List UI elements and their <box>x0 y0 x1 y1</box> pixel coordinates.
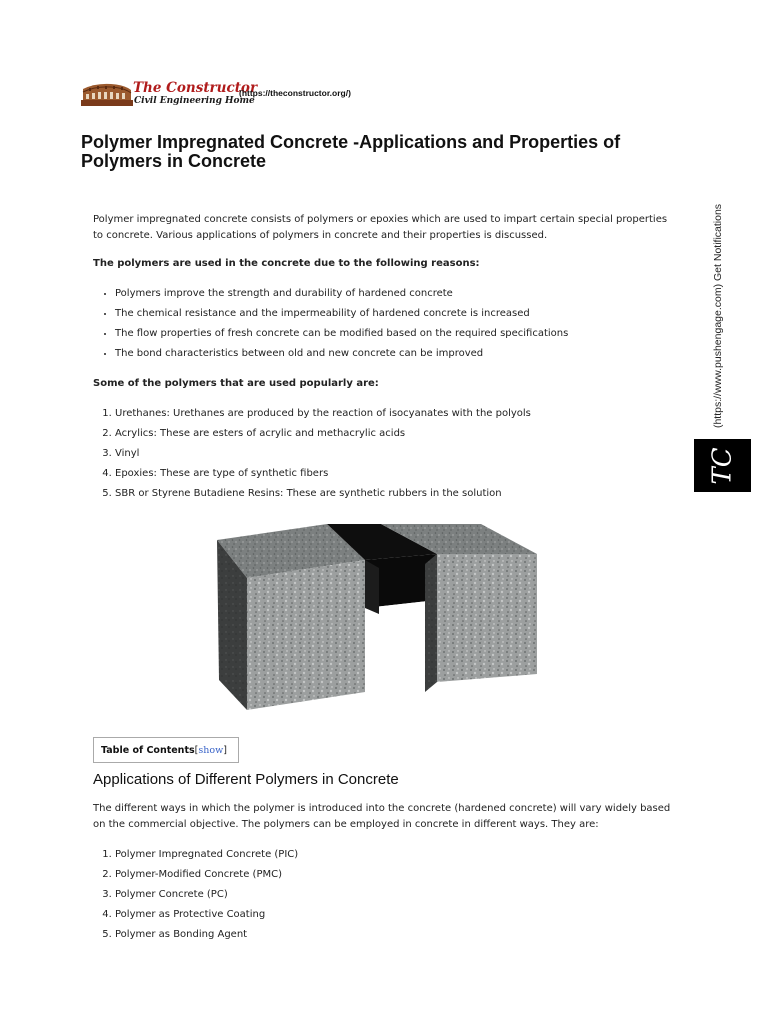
get-notifications-link[interactable]: (https://www.pushengage.com) Get Notifications <box>712 203 724 429</box>
list-item: 5. SBR or Styrene Butadiene Resins: These are synthetic rubbers in the solution <box>115 484 673 504</box>
table-of-contents <box>93 737 239 763</box>
list-item: • Polymers improve the strength and durability of hardened concrete <box>115 284 673 304</box>
notification-banner[interactable] <box>702 196 734 436</box>
colosseum-logo-icon[interactable] <box>81 80 133 108</box>
list-item: • The bond characteristics between old and new concrete can be improved <box>115 344 673 364</box>
tc-logo-text: TC <box>707 446 738 485</box>
section-heading: Applications of Different Polymers in Concrete <box>93 771 399 788</box>
toc-title: Table of Contents <box>101 744 195 756</box>
list-item: 3. Vinyl <box>115 444 673 464</box>
list-item: 3. Polymer Concrete (PC) <box>115 885 673 905</box>
list-item: 1. Polymer Impregnated Concrete (PIC) <box>115 845 673 865</box>
article-body <box>93 212 673 714</box>
concrete-joint-image <box>217 524 557 714</box>
list-item: • The flow properties of fresh concrete can be modified based on the required specifications <box>115 324 673 344</box>
list-item: 5. Polymer as Bonding Agent <box>115 925 673 945</box>
tc-logo-button[interactable] <box>694 439 751 492</box>
list-item: 4. Epoxies: These are type of synthetic fibers <box>115 464 673 484</box>
logo-subtitle: Civil Engineering Home <box>134 96 255 106</box>
reasons-list <box>93 284 673 364</box>
list-item: 2. Acrylics: These are esters of acrylic and methacrylic acids <box>115 424 673 444</box>
toc-open-bracket: [ <box>194 744 199 756</box>
list-item: 4. Polymer as Protective Coating <box>115 905 673 925</box>
site-url-link[interactable]: (https://theconstructor.org/) <box>239 88 351 98</box>
section-intro-paragraph: The different ways in which the polymer is introduced into the concrete (hardened concrete) will vary widely based on the commercial objective. The polymers can be employed in concrete in different ways. They are: <box>93 803 671 830</box>
applications-list <box>93 845 673 945</box>
list-item: • The chemical resistance and the impermeability of hardened concrete is increased <box>115 304 673 324</box>
popular-polymers-heading: Some of the polymers that are used popularly are: <box>93 378 379 389</box>
list-item: 2. Polymer-Modified Concrete (PMC) <box>115 865 673 885</box>
concrete-joint-illustration <box>217 524 557 714</box>
logo-title[interactable]: The Constructor <box>133 80 258 96</box>
reasons-heading: The polymers are used in the concrete due to the following reasons: <box>93 258 480 269</box>
applications-section <box>93 801 673 957</box>
popular-polymers-list <box>93 404 673 504</box>
toc-show-link[interactable]: show <box>198 744 224 756</box>
intro-paragraph: Polymer impregnated concrete consists of polymers or epoxies which are used to impart certain special properties to concrete. Various applications of polymers in concrete and their properties is discussed. <box>93 214 668 241</box>
site-header <box>81 80 381 110</box>
page-title: Polymer Impregnated Concrete -Applications and Properties of Polymers in Concrete <box>81 132 621 171</box>
toc-close-bracket: ] <box>223 744 227 756</box>
list-item: 1. Urethanes: Urethanes are produced by the reaction of isocyanates with the polyols <box>115 404 673 424</box>
